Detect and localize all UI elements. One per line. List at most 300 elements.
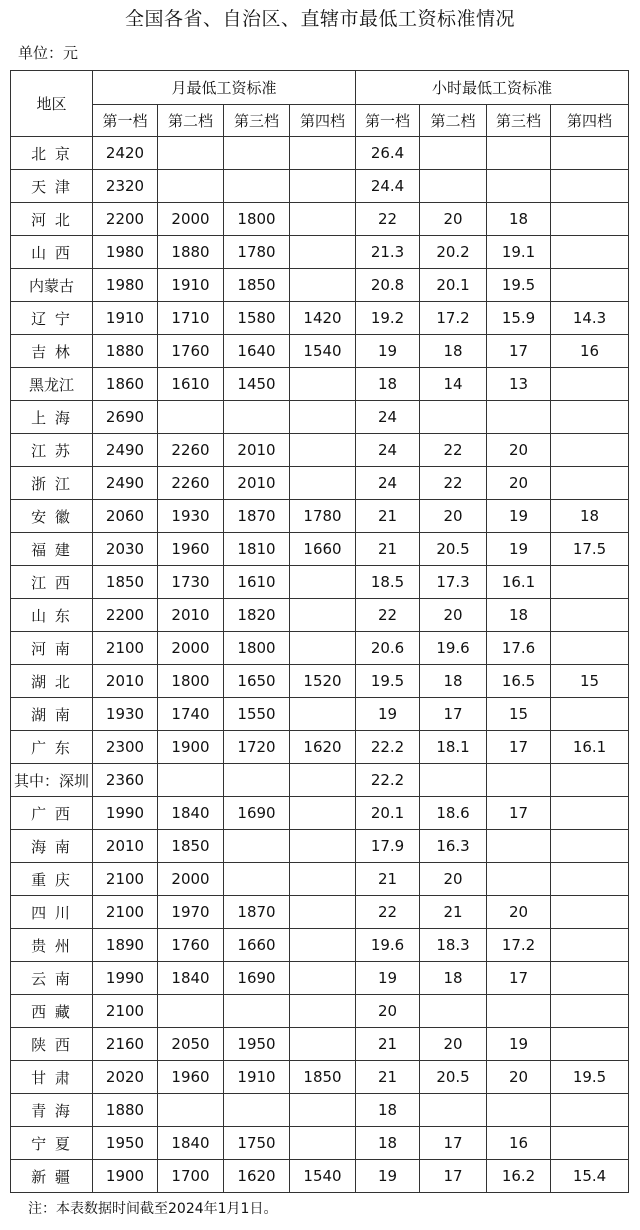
- monthly-tier-1-cell: 1980: [93, 269, 158, 302]
- monthly-tier-1-cell: 1900: [93, 1160, 158, 1193]
- region-cell: 湖 南: [11, 698, 93, 731]
- hourly-tier-2-cell: 17: [420, 698, 487, 731]
- region-cell: 辽 宁: [11, 302, 93, 335]
- monthly-tier-3-cell: 1950: [224, 1028, 290, 1061]
- hourly-tier-3-cell: 19: [487, 500, 551, 533]
- monthly-tier-2-cell: 2000: [158, 632, 224, 665]
- hourly-tier-4-cell: 14.3: [551, 302, 629, 335]
- monthly-tier-3-cell: 1450: [224, 368, 290, 401]
- hourly-tier-3-cell: [487, 764, 551, 797]
- hourly-tier-2-cell: 17: [420, 1127, 487, 1160]
- hourly-tier-3-cell: 17: [487, 962, 551, 995]
- table-row: [11, 368, 629, 401]
- hourly-tier-4-cell: [551, 599, 629, 632]
- monthly-tier-1-cell: 1990: [93, 962, 158, 995]
- monthly-tier-4-header: 第四档: [290, 105, 356, 137]
- hourly-tier-3-cell: 18: [487, 599, 551, 632]
- monthly-tier-2-cell: 1850: [158, 830, 224, 863]
- monthly-tier-3-cell: [224, 863, 290, 896]
- monthly-tier-2-cell: 2000: [158, 863, 224, 896]
- hourly-tier-3-cell: 20: [487, 1061, 551, 1094]
- hourly-tier-4-cell: [551, 764, 629, 797]
- monthly-tier-3-cell: 1660: [224, 929, 290, 962]
- monthly-tier-3-cell: 1620: [224, 1160, 290, 1193]
- hourly-tier-3-cell: 15.9: [487, 302, 551, 335]
- monthly-tier-1-cell: 2010: [93, 665, 158, 698]
- monthly-tier-2-cell: 1800: [158, 665, 224, 698]
- hourly-tier-1-cell: 26.4: [356, 137, 420, 170]
- hourly-tier-2-cell: 18: [420, 962, 487, 995]
- monthly-tier-3-cell: 2010: [224, 434, 290, 467]
- monthly-tier-2-cell: 1710: [158, 302, 224, 335]
- hourly-tier-1-cell: 19: [356, 698, 420, 731]
- table-row: [11, 1127, 629, 1160]
- monthly-tier-1-cell: 1850: [93, 566, 158, 599]
- monthly-tier-3-cell: 1610: [224, 566, 290, 599]
- hourly-tier-3-cell: 16.5: [487, 665, 551, 698]
- hourly-tier-2-cell: [420, 137, 487, 170]
- monthly-tier-1-cell: 2490: [93, 434, 158, 467]
- hourly-tier-3-cell: 17.6: [487, 632, 551, 665]
- table-row: [11, 929, 629, 962]
- hourly-tier-2-cell: [420, 995, 487, 1028]
- hourly-tier-2-cell: 18.1: [420, 731, 487, 764]
- table-row: [11, 401, 629, 434]
- monthly-tier-4-cell: [290, 830, 356, 863]
- monthly-tier-4-cell: 1620: [290, 731, 356, 764]
- monthly-tier-1-cell: 1990: [93, 797, 158, 830]
- monthly-tier-4-cell: [290, 566, 356, 599]
- monthly-tier-3-cell: 1820: [224, 599, 290, 632]
- monthly-tier-2-cell: 1740: [158, 698, 224, 731]
- region-cell: 山 东: [11, 599, 93, 632]
- hourly-tier-1-cell: 19: [356, 335, 420, 368]
- table-row: [11, 467, 629, 500]
- monthly-tier-3-cell: [224, 764, 290, 797]
- monthly-tier-1-cell: 2100: [93, 632, 158, 665]
- monthly-tier-2-cell: 2010: [158, 599, 224, 632]
- monthly-tier-3-cell: [224, 401, 290, 434]
- monthly-tier-4-cell: 1780: [290, 500, 356, 533]
- monthly-tier-4-cell: [290, 170, 356, 203]
- region-cell: 山 西: [11, 236, 93, 269]
- table-row: [11, 863, 629, 896]
- min-wage-table: [10, 70, 629, 1193]
- hourly-tier-2-cell: 20.2: [420, 236, 487, 269]
- monthly-tier-2-cell: 1960: [158, 533, 224, 566]
- table-row: [11, 995, 629, 1028]
- monthly-tier-1-cell: 2420: [93, 137, 158, 170]
- monthly-tier-3-cell: 1690: [224, 962, 290, 995]
- monthly-tier-2-cell: 1610: [158, 368, 224, 401]
- hourly-tier-4-cell: 19.5: [551, 1061, 629, 1094]
- hourly-tier-2-cell: [420, 170, 487, 203]
- hourly-tier-2-cell: 20.5: [420, 533, 487, 566]
- monthly-tier-4-cell: [290, 368, 356, 401]
- monthly-tier-4-cell: [290, 434, 356, 467]
- hourly-tier-3-cell: 20: [487, 896, 551, 929]
- table-row: [11, 302, 629, 335]
- hourly-tier-4-cell: [551, 929, 629, 962]
- hourly-tier-2-cell: 20: [420, 500, 487, 533]
- monthly-tier-4-cell: [290, 632, 356, 665]
- monthly-tier-2-cell: 2050: [158, 1028, 224, 1061]
- hourly-tier-3-cell: [487, 170, 551, 203]
- monthly-tier-3-cell: 1800: [224, 632, 290, 665]
- table-row: [11, 203, 629, 236]
- hourly-tier-1-cell: 21.3: [356, 236, 420, 269]
- monthly-tier-2-cell: 2260: [158, 467, 224, 500]
- region-cell: 河 南: [11, 632, 93, 665]
- hourly-tier-4-cell: [551, 863, 629, 896]
- monthly-tier-1-cell: 2690: [93, 401, 158, 434]
- monthly-tier-3-cell: 1910: [224, 1061, 290, 1094]
- page-title: 全国各省、自治区、直辖市最低工资标准情况: [124, 8, 515, 30]
- monthly-tier-2-cell: 1880: [158, 236, 224, 269]
- monthly-tier-4-cell: [290, 599, 356, 632]
- hourly-tier-4-cell: [551, 1094, 629, 1127]
- region-cell: 西 藏: [11, 995, 93, 1028]
- hourly-tier-3-cell: 17.2: [487, 929, 551, 962]
- hourly-tier-3-cell: 19: [487, 533, 551, 566]
- region-header: 地区: [11, 71, 93, 137]
- monthly-tier-4-cell: 1520: [290, 665, 356, 698]
- hourly-tier-3-cell: 16: [487, 1127, 551, 1160]
- monthly-tier-1-cell: 1980: [93, 236, 158, 269]
- table-row: [11, 599, 629, 632]
- monthly-tier-3-cell: 1580: [224, 302, 290, 335]
- hourly-tier-4-cell: [551, 797, 629, 830]
- monthly-tier-4-cell: [290, 896, 356, 929]
- monthly-tier-1-cell: 2300: [93, 731, 158, 764]
- region-cell: 北 京: [11, 137, 93, 170]
- hourly-tier-1-cell: 21: [356, 1061, 420, 1094]
- hourly-tier-3-cell: 16.2: [487, 1160, 551, 1193]
- hourly-tier-3-cell: [487, 137, 551, 170]
- table-row: [11, 830, 629, 863]
- hourly-tier-2-cell: 18: [420, 335, 487, 368]
- hourly-tier-4-cell: [551, 368, 629, 401]
- hourly-tier-1-cell: 21: [356, 533, 420, 566]
- region-cell: 福 建: [11, 533, 93, 566]
- hourly-tier-4-cell: [551, 632, 629, 665]
- hourly-tier-4-cell: [551, 896, 629, 929]
- monthly-tier-3-cell: [224, 137, 290, 170]
- monthly-tier-2-cell: [158, 1094, 224, 1127]
- region-cell: 广 西: [11, 797, 93, 830]
- monthly-tier-4-cell: [290, 1094, 356, 1127]
- monthly-tier-3-cell: 1810: [224, 533, 290, 566]
- monthly-tier-4-cell: [290, 797, 356, 830]
- hourly-tier-3-cell: 15: [487, 698, 551, 731]
- monthly-tier-4-cell: [290, 203, 356, 236]
- monthly-tier-4-cell: [290, 863, 356, 896]
- region-cell: 新 疆: [11, 1160, 93, 1193]
- monthly-tier-4-cell: 1850: [290, 1061, 356, 1094]
- region-cell: 江 苏: [11, 434, 93, 467]
- monthly-tier-3-cell: [224, 170, 290, 203]
- hourly-tier-3-cell: [487, 830, 551, 863]
- hourly-tier-3-cell: 17: [487, 731, 551, 764]
- hourly-tier-1-cell: 18: [356, 368, 420, 401]
- hourly-tier-3-cell: 16.1: [487, 566, 551, 599]
- hourly-tier-2-cell: 17: [420, 1160, 487, 1193]
- hourly-tier-4-cell: 15.4: [551, 1160, 629, 1193]
- hourly-tier-1-cell: 19: [356, 1160, 420, 1193]
- hourly-tier-4-cell: [551, 170, 629, 203]
- region-cell: 海 南: [11, 830, 93, 863]
- hourly-tier-3-cell: 17: [487, 797, 551, 830]
- monthly-tier-3-cell: [224, 995, 290, 1028]
- monthly-tier-2-cell: 1970: [158, 896, 224, 929]
- hourly-tier-4-cell: 16.1: [551, 731, 629, 764]
- hourly-tier-2-cell: 20.5: [420, 1061, 487, 1094]
- monthly-tier-2-cell: [158, 170, 224, 203]
- monthly-tier-3-header: 第三档: [224, 105, 290, 137]
- hourly-tier-1-cell: 20.6: [356, 632, 420, 665]
- monthly-tier-1-cell: 2100: [93, 995, 158, 1028]
- hourly-tier-1-cell: 19.6: [356, 929, 420, 962]
- hourly-tier-4-cell: [551, 401, 629, 434]
- hourly-tier-1-cell: 22.2: [356, 731, 420, 764]
- monthly-tier-4-cell: 1420: [290, 302, 356, 335]
- hourly-tier-4-cell: [551, 995, 629, 1028]
- monthly-tier-2-cell: [158, 995, 224, 1028]
- hourly-tier-4-cell: [551, 962, 629, 995]
- monthly-tier-3-cell: 2010: [224, 467, 290, 500]
- hourly-tier-2-cell: 18: [420, 665, 487, 698]
- hourly-tier-1-cell: 21: [356, 500, 420, 533]
- monthly-tier-1-cell: 2200: [93, 599, 158, 632]
- hourly-tier-2-cell: [420, 764, 487, 797]
- region-cell: 陕 西: [11, 1028, 93, 1061]
- table-row: [11, 137, 629, 170]
- hourly-tier-1-cell: 21: [356, 1028, 420, 1061]
- hourly-tier-4-cell: [551, 203, 629, 236]
- monthly-tier-4-cell: [290, 269, 356, 302]
- monthly-tier-1-cell: 1860: [93, 368, 158, 401]
- monthly-tier-2-cell: 1700: [158, 1160, 224, 1193]
- hourly-tier-3-cell: 19.5: [487, 269, 551, 302]
- table-row: [11, 1061, 629, 1094]
- hourly-tier-3-cell: 20: [487, 467, 551, 500]
- monthly-tier-2-cell: 1760: [158, 335, 224, 368]
- hourly-tier-4-cell: 16: [551, 335, 629, 368]
- monthly-tier-4-cell: [290, 401, 356, 434]
- hourly-tier-2-cell: 20: [420, 863, 487, 896]
- hourly-tier-3-cell: 19.1: [487, 236, 551, 269]
- monthly-tier-3-cell: 1720: [224, 731, 290, 764]
- hourly-tier-1-header: 第一档: [356, 105, 420, 137]
- monthly-tier-1-cell: 2060: [93, 500, 158, 533]
- monthly-tier-1-cell: 1950: [93, 1127, 158, 1160]
- monthly-tier-1-cell: 2030: [93, 533, 158, 566]
- monthly-header: 月最低工资标准: [93, 71, 356, 105]
- table-row: [11, 797, 629, 830]
- monthly-tier-4-cell: [290, 1028, 356, 1061]
- monthly-tier-1-cell: 2100: [93, 863, 158, 896]
- hourly-tier-4-cell: 18: [551, 500, 629, 533]
- monthly-tier-4-cell: [290, 236, 356, 269]
- hourly-header: 小时最低工资标准: [356, 71, 629, 105]
- region-cell: 贵 州: [11, 929, 93, 962]
- hourly-tier-4-cell: [551, 269, 629, 302]
- region-cell: 浙 江: [11, 467, 93, 500]
- monthly-tier-1-cell: 1880: [93, 335, 158, 368]
- monthly-tier-4-cell: [290, 1127, 356, 1160]
- monthly-tier-4-cell: [290, 962, 356, 995]
- hourly-tier-2-cell: 20: [420, 1028, 487, 1061]
- hourly-tier-4-cell: [551, 566, 629, 599]
- hourly-tier-4-cell: 17.5: [551, 533, 629, 566]
- monthly-tier-4-cell: [290, 137, 356, 170]
- monthly-tier-1-cell: 1910: [93, 302, 158, 335]
- hourly-tier-1-cell: 22: [356, 896, 420, 929]
- monthly-tier-3-cell: 1800: [224, 203, 290, 236]
- monthly-tier-1-cell: 2200: [93, 203, 158, 236]
- hourly-tier-1-cell: 22: [356, 599, 420, 632]
- monthly-tier-3-cell: 1550: [224, 698, 290, 731]
- monthly-tier-4-cell: [290, 467, 356, 500]
- monthly-tier-3-cell: 1690: [224, 797, 290, 830]
- hourly-tier-2-cell: 17.3: [420, 566, 487, 599]
- hourly-tier-1-cell: 24.4: [356, 170, 420, 203]
- hourly-tier-3-cell: [487, 995, 551, 1028]
- table-row: [11, 896, 629, 929]
- region-cell: 广 东: [11, 731, 93, 764]
- table-row: [11, 962, 629, 995]
- hourly-tier-1-cell: 19.2: [356, 302, 420, 335]
- hourly-tier-2-cell: 22: [420, 467, 487, 500]
- monthly-tier-3-cell: 1640: [224, 335, 290, 368]
- monthly-tier-1-cell: 2490: [93, 467, 158, 500]
- table-row: [11, 434, 629, 467]
- monthly-tier-2-cell: 2000: [158, 203, 224, 236]
- hourly-tier-1-cell: 20: [356, 995, 420, 1028]
- region-cell: 河 北: [11, 203, 93, 236]
- hourly-tier-2-cell: 19.6: [420, 632, 487, 665]
- hourly-tier-4-cell: [551, 698, 629, 731]
- monthly-tier-1-cell: 2360: [93, 764, 158, 797]
- monthly-tier-2-cell: [158, 137, 224, 170]
- table-row: [11, 335, 629, 368]
- monthly-tier-2-cell: 1840: [158, 797, 224, 830]
- hourly-tier-4-cell: [551, 830, 629, 863]
- monthly-tier-3-cell: 1650: [224, 665, 290, 698]
- hourly-tier-2-cell: 18.3: [420, 929, 487, 962]
- monthly-tier-1-cell: 2100: [93, 896, 158, 929]
- monthly-tier-2-cell: 1840: [158, 1127, 224, 1160]
- table-row: [11, 236, 629, 269]
- region-cell: 吉 林: [11, 335, 93, 368]
- hourly-tier-1-cell: 19: [356, 962, 420, 995]
- hourly-tier-2-cell: 17.2: [420, 302, 487, 335]
- monthly-tier-4-cell: 1540: [290, 335, 356, 368]
- monthly-tier-3-cell: 1750: [224, 1127, 290, 1160]
- hourly-tier-3-cell: 13: [487, 368, 551, 401]
- hourly-tier-4-cell: [551, 434, 629, 467]
- hourly-tier-3-cell: [487, 863, 551, 896]
- monthly-tier-1-cell: 2020: [93, 1061, 158, 1094]
- monthly-tier-3-cell: 1870: [224, 500, 290, 533]
- hourly-tier-4-cell: [551, 236, 629, 269]
- region-cell: 重 庆: [11, 863, 93, 896]
- region-cell: 江 西: [11, 566, 93, 599]
- table-row: [11, 170, 629, 203]
- table-row: [11, 533, 629, 566]
- hourly-tier-1-cell: 20.8: [356, 269, 420, 302]
- region-cell: 青 海: [11, 1094, 93, 1127]
- table-row: [11, 1028, 629, 1061]
- hourly-tier-2-cell: 20.1: [420, 269, 487, 302]
- region-cell: 安 徽: [11, 500, 93, 533]
- hourly-tier-4-cell: [551, 1028, 629, 1061]
- unit-label: 单位：元: [18, 44, 79, 62]
- monthly-tier-1-header: 第一档: [93, 105, 158, 137]
- monthly-tier-2-cell: 1900: [158, 731, 224, 764]
- hourly-tier-1-cell: 19.5: [356, 665, 420, 698]
- monthly-tier-3-cell: [224, 1094, 290, 1127]
- monthly-tier-4-cell: [290, 995, 356, 1028]
- hourly-tier-2-header: 第二档: [420, 105, 487, 137]
- hourly-tier-1-cell: 17.9: [356, 830, 420, 863]
- monthly-tier-1-cell: 1880: [93, 1094, 158, 1127]
- monthly-tier-1-cell: 1930: [93, 698, 158, 731]
- hourly-tier-2-cell: [420, 401, 487, 434]
- monthly-tier-4-cell: 1660: [290, 533, 356, 566]
- hourly-tier-1-cell: 22: [356, 203, 420, 236]
- monthly-tier-3-cell: 1850: [224, 269, 290, 302]
- hourly-tier-4-header: 第四档: [551, 105, 629, 137]
- region-cell: 其中：深圳: [11, 764, 93, 797]
- hourly-tier-1-cell: 20.1: [356, 797, 420, 830]
- monthly-tier-3-cell: 1780: [224, 236, 290, 269]
- monthly-tier-2-cell: [158, 401, 224, 434]
- monthly-tier-2-cell: 1760: [158, 929, 224, 962]
- hourly-tier-2-cell: 22: [420, 434, 487, 467]
- monthly-tier-2-cell: 1840: [158, 962, 224, 995]
- monthly-tier-1-cell: 2010: [93, 830, 158, 863]
- hourly-tier-1-cell: 18: [356, 1127, 420, 1160]
- hourly-tier-4-cell: [551, 467, 629, 500]
- monthly-tier-2-cell: 1960: [158, 1061, 224, 1094]
- region-cell: 云 南: [11, 962, 93, 995]
- monthly-tier-2-cell: 1730: [158, 566, 224, 599]
- region-cell: 天 津: [11, 170, 93, 203]
- table-row: [11, 632, 629, 665]
- region-cell: 湖 北: [11, 665, 93, 698]
- hourly-tier-1-cell: 24: [356, 434, 420, 467]
- hourly-tier-1-cell: 22.2: [356, 764, 420, 797]
- table-row: [11, 566, 629, 599]
- monthly-tier-2-cell: 2260: [158, 434, 224, 467]
- hourly-tier-2-cell: 14: [420, 368, 487, 401]
- hourly-tier-2-cell: 18.6: [420, 797, 487, 830]
- table-row: [11, 698, 629, 731]
- hourly-tier-2-cell: 21: [420, 896, 487, 929]
- monthly-tier-4-cell: [290, 764, 356, 797]
- monthly-tier-1-cell: 1890: [93, 929, 158, 962]
- hourly-tier-1-cell: 21: [356, 863, 420, 896]
- table-row: [11, 665, 629, 698]
- hourly-tier-1-cell: 18: [356, 1094, 420, 1127]
- monthly-tier-1-cell: 2320: [93, 170, 158, 203]
- hourly-tier-1-cell: 24: [356, 467, 420, 500]
- hourly-tier-3-cell: 20: [487, 434, 551, 467]
- monthly-tier-2-cell: [158, 764, 224, 797]
- table-row: [11, 269, 629, 302]
- region-cell: 宁 夏: [11, 1127, 93, 1160]
